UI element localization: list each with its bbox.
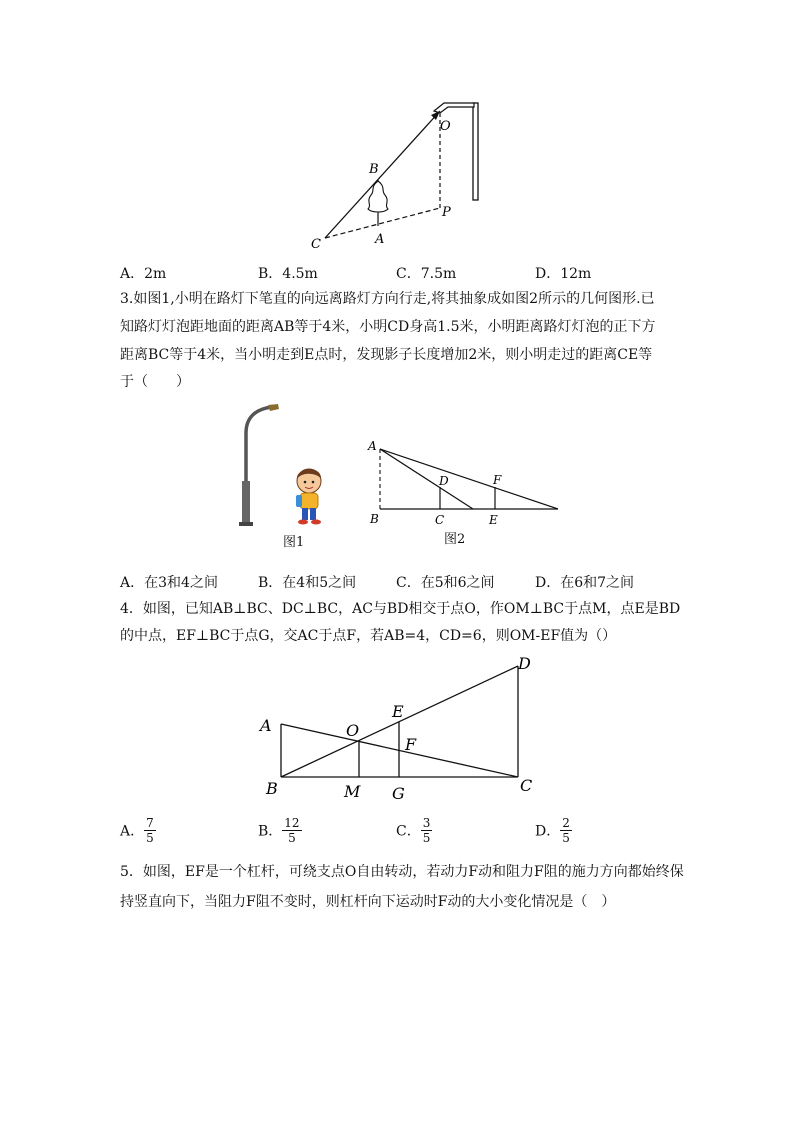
q3-option-b: B．在4和5之间 (258, 575, 357, 591)
q4-option-b: B． $\frac{12}{5}$ (258, 816, 300, 845)
q3-option-a: A．在3和4之间 (120, 575, 218, 591)
ray-co (325, 111, 440, 238)
q4-label-f: F (405, 735, 417, 754)
lamp-figure-q2 (300, 95, 500, 255)
q4-label-b: B (266, 779, 278, 798)
q3-option-c: C．在5和6之间 (396, 575, 495, 591)
q4-label-c: C (520, 776, 533, 795)
label-p: P (442, 205, 451, 220)
q4-line-2: 的中点，EF⊥BC于点G，交AC于点F，若AB=4，CD=6，则OM-EF值为（） (120, 628, 617, 644)
ray-ad (380, 449, 473, 509)
q3-fig1-caption: 图1 (283, 535, 305, 550)
label-a: A (375, 232, 385, 247)
q5-line-1: 5．如图，EF是一个杠杆，可绕支点O自由转动，若动力F动和阻力F阻的施力方向都始终保 (120, 864, 684, 880)
q4-label-g: G (392, 784, 405, 802)
q3-line-2: 知路灯灯泡距地面的距离AB等于4米，小明CD身高1.5米，小明距离路灯灯泡的正下方 (120, 319, 656, 335)
q3-line-4: 于（ ） (120, 374, 190, 390)
q4-label-o: O (346, 721, 360, 740)
q4-figure (255, 652, 545, 802)
label-b: B (369, 162, 379, 177)
q4-option-c: C． $\frac{3}{5}$ (396, 816, 431, 845)
tree-crown (368, 181, 388, 212)
q3-figure-2 (360, 435, 570, 535)
q4-label-a: A (260, 716, 272, 735)
fig2-label-d: D (439, 474, 449, 488)
q4-label-d: D (518, 654, 531, 673)
lamp-pole (473, 103, 478, 200)
q4-option-d: D． $\frac{2}{5}$ (535, 816, 570, 845)
label-c: C (311, 237, 321, 252)
q3-figure-1 (232, 403, 347, 533)
ray-af (380, 449, 558, 509)
q4-label-m: M (344, 782, 361, 801)
q5-line-2: 持竖直向下，当阻力F阻不变时，则杠杆向下运动时F动的大小变化情况是（ ） (120, 894, 616, 910)
lamp-base (242, 481, 250, 525)
q2-option-b: B．4.5m (258, 266, 318, 282)
q3-fig2-caption: 图2 (444, 532, 466, 547)
q2-option-d: D．12m (535, 266, 592, 282)
q3-option-d: D．在6和7之间 (535, 575, 635, 591)
q3-line-1: 3.如图1,小明在路灯下笔直的向远离路灯方向行走,将其抽象成如图2所示的几何图形.已 (120, 291, 655, 307)
q4-line-1: 4．如图，已知AB⊥BC、DC⊥BC，AC与BD相交于点O，作OM⊥BC于点M，点E是BD (120, 601, 681, 617)
lamp-light (268, 404, 279, 411)
fig2-label-a: A (368, 439, 377, 453)
q2-option-a: A．2m (120, 266, 167, 282)
fig2-label-c: C (435, 513, 445, 527)
q3-line-3: 距离BC等于4米，当小明走到E点时，发现影子长度增加2米，则小明走过的距离CE等 (120, 347, 653, 363)
fig2-label-b: B (370, 512, 379, 526)
q4-label-e: E (392, 702, 404, 721)
label-o: O (440, 119, 451, 134)
q2-option-c: C．7.5m (396, 266, 457, 282)
fig2-label-f: F (493, 473, 502, 487)
q4-option-a: A． $\frac{7}{5}$ (120, 816, 154, 845)
fig2-label-e: E (489, 513, 498, 527)
boy-cartoon (296, 469, 321, 525)
